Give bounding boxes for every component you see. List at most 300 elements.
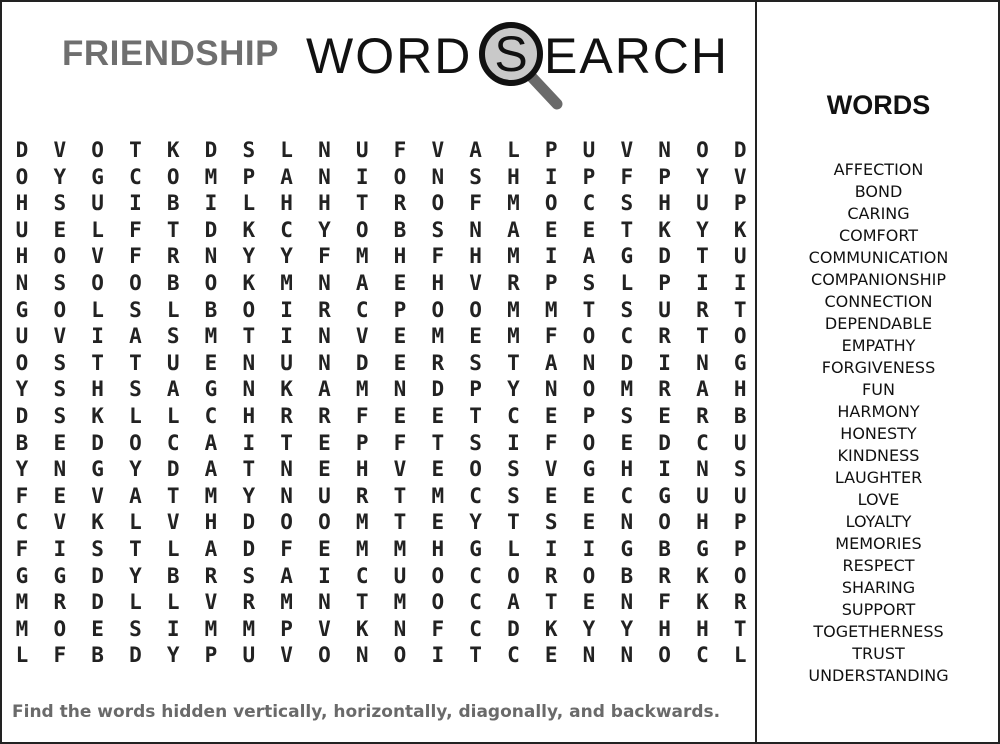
grid-letter[interactable]: C (507, 643, 520, 668)
grid-letter[interactable]: R (318, 404, 331, 428)
grid-letter[interactable]: S (620, 297, 634, 322)
grid-letter[interactable]: E (469, 324, 482, 349)
grid-letter[interactable]: E (393, 324, 407, 349)
grid-letter[interactable]: E (544, 404, 558, 428)
grid-letter[interactable]: O (393, 643, 407, 668)
grid-letter[interactable]: V (620, 138, 634, 162)
grid-letter[interactable]: R (658, 324, 671, 349)
grid-letter[interactable]: H (620, 457, 634, 482)
grid-letter[interactable]: A (204, 537, 218, 561)
grid-letter[interactable]: C (280, 217, 293, 242)
grid-letter[interactable]: D (15, 138, 29, 162)
grid-letter[interactable]: B (733, 404, 747, 428)
grid-letter[interactable]: S (431, 217, 445, 242)
grid-letter[interactable]: N (242, 350, 256, 375)
grid-letter[interactable]: M (507, 324, 520, 349)
grid-letter[interactable]: T (280, 430, 293, 455)
grid-letter[interactable]: G (15, 297, 29, 322)
grid-letter[interactable]: F (431, 616, 445, 641)
grid-letter[interactable]: Y (129, 457, 142, 482)
grid-letter[interactable]: C (469, 563, 482, 588)
grid-letter[interactable]: F (129, 244, 142, 269)
grid-letter[interactable]: P (582, 164, 596, 189)
grid-letter[interactable]: U (15, 324, 29, 349)
grid-letter[interactable]: O (582, 430, 596, 455)
grid-letter[interactable]: U (280, 350, 293, 375)
grid-letter[interactable]: T (620, 217, 634, 242)
grid-letter[interactable]: T (733, 297, 747, 322)
grid-letter[interactable]: E (393, 271, 407, 295)
grid-letter[interactable]: R (696, 404, 709, 428)
grid-letter[interactable]: P (733, 191, 747, 216)
grid-letter[interactable]: I (696, 271, 709, 295)
grid-letter[interactable]: U (733, 430, 747, 455)
grid-letter[interactable]: P (242, 164, 256, 189)
grid-letter[interactable]: G (620, 537, 634, 561)
grid-letter[interactable]: F (544, 324, 558, 349)
grid-letter[interactable]: S (53, 404, 67, 428)
grid-letter[interactable]: O (15, 350, 29, 375)
grid-letter[interactable]: V (393, 457, 407, 482)
grid-letter[interactable]: M (355, 377, 369, 402)
grid-letter[interactable]: T (355, 590, 369, 615)
grid-letter[interactable]: A (355, 271, 369, 295)
grid-letter[interactable]: N (620, 510, 634, 535)
grid-letter[interactable]: P (544, 271, 558, 295)
grid-letter[interactable]: R (318, 297, 331, 322)
grid-letter[interactable]: L (129, 590, 142, 615)
grid-letter[interactable]: H (431, 537, 445, 561)
grid-letter[interactable]: F (355, 404, 369, 428)
grid-letter[interactable]: V (469, 271, 482, 295)
grid-letter[interactable]: H (696, 616, 709, 641)
grid-letter[interactable]: D (658, 430, 671, 455)
grid-letter[interactable]: C (469, 590, 482, 615)
grid-letter[interactable]: S (53, 377, 67, 402)
grid-letter[interactable]: I (544, 164, 558, 189)
grid-letter[interactable]: H (431, 271, 445, 295)
grid-letter[interactable]: C (507, 404, 520, 428)
grid-letter[interactable]: L (91, 297, 104, 322)
grid-letter[interactable]: T (507, 350, 520, 375)
grid-letter[interactable]: O (393, 164, 407, 189)
grid-letter[interactable]: V (544, 457, 558, 482)
grid-letter[interactable]: M (544, 297, 558, 322)
grid-letter[interactable]: E (431, 457, 445, 482)
grid-letter[interactable]: C (469, 616, 482, 641)
grid-letter[interactable]: F (53, 643, 67, 668)
grid-letter[interactable]: D (658, 244, 671, 269)
grid-letter[interactable]: V (53, 138, 67, 162)
grid-letter[interactable]: I (318, 563, 331, 588)
grid-letter[interactable]: Y (620, 616, 634, 641)
grid-letter[interactable]: E (91, 616, 104, 641)
grid-letter[interactable]: F (15, 537, 29, 561)
grid-letter[interactable]: L (507, 138, 520, 162)
grid-letter[interactable]: H (658, 616, 671, 641)
grid-letter[interactable]: K (696, 563, 709, 588)
grid-letter[interactable]: T (242, 324, 256, 349)
grid-letter[interactable]: O (582, 377, 596, 402)
grid-letter[interactable]: O (15, 164, 29, 189)
grid-letter[interactable]: S (620, 191, 634, 216)
grid-letter[interactable]: N (544, 377, 558, 402)
grid-letter[interactable]: O (582, 324, 596, 349)
grid-letter[interactable]: O (431, 563, 445, 588)
grid-letter[interactable]: H (91, 377, 104, 402)
grid-letter[interactable]: K (91, 510, 104, 535)
grid-letter[interactable]: L (91, 217, 104, 242)
grid-letter[interactable]: O (733, 324, 747, 349)
grid-letter[interactable]: R (242, 590, 256, 615)
grid-letter[interactable]: I (544, 537, 558, 561)
grid-letter[interactable]: T (242, 457, 256, 482)
grid-letter[interactable]: S (620, 404, 634, 428)
grid-letter[interactable]: A (129, 324, 142, 349)
grid-letter[interactable]: P (658, 164, 671, 189)
grid-letter[interactable]: L (620, 271, 634, 295)
grid-letter[interactable]: T (166, 217, 180, 242)
grid-letter[interactable]: O (544, 191, 558, 216)
grid-letter[interactable]: F (280, 537, 293, 561)
grid-letter[interactable]: F (15, 483, 29, 508)
grid-letter[interactable]: G (53, 563, 67, 588)
grid-letter[interactable]: R (204, 563, 218, 588)
grid-letter[interactable]: H (15, 191, 29, 216)
grid-letter[interactable]: F (393, 430, 407, 455)
grid-letter[interactable]: N (582, 643, 596, 668)
grid-letter[interactable]: D (129, 643, 142, 668)
grid-letter[interactable]: K (280, 377, 293, 402)
grid-letter[interactable]: N (318, 271, 331, 295)
grid-letter[interactable]: N (53, 457, 67, 482)
grid-letter[interactable]: H (507, 164, 520, 189)
grid-letter[interactable]: B (91, 643, 104, 668)
grid-letter[interactable]: O (507, 563, 520, 588)
grid-letter[interactable]: N (582, 350, 596, 375)
grid-letter[interactable]: D (431, 377, 445, 402)
grid-letter[interactable]: Y (15, 457, 29, 482)
grid-letter[interactable]: S (469, 350, 482, 375)
grid-letter[interactable]: T (129, 537, 142, 561)
grid-letter[interactable]: E (582, 217, 596, 242)
grid-letter[interactable]: E (53, 483, 67, 508)
grid-letter[interactable]: E (431, 404, 445, 428)
grid-letter[interactable]: Y (507, 377, 520, 402)
grid-letter[interactable]: Y (242, 244, 256, 269)
grid-letter[interactable]: O (91, 271, 104, 295)
grid-letter[interactable]: U (696, 191, 709, 216)
grid-letter[interactable]: H (204, 510, 218, 535)
grid-letter[interactable]: D (91, 590, 104, 615)
grid-letter[interactable]: O (355, 217, 369, 242)
grid-letter[interactable]: B (15, 430, 29, 455)
grid-letter[interactable]: E (393, 404, 407, 428)
grid-letter[interactable]: R (53, 590, 67, 615)
grid-letter[interactable]: C (129, 164, 142, 189)
grid-letter[interactable]: K (544, 616, 558, 641)
grid-letter[interactable]: H (242, 404, 256, 428)
grid-letter[interactable]: C (469, 483, 482, 508)
grid-letter[interactable]: H (393, 244, 407, 269)
grid-letter[interactable]: H (658, 191, 671, 216)
grid-letter[interactable]: L (15, 643, 29, 668)
grid-letter[interactable]: R (733, 590, 747, 615)
grid-letter[interactable]: C (696, 643, 709, 668)
grid-letter[interactable]: E (318, 430, 331, 455)
grid-letter[interactable]: O (431, 191, 445, 216)
grid-letter[interactable]: A (582, 244, 596, 269)
grid-letter[interactable]: O (318, 510, 331, 535)
grid-letter[interactable]: P (733, 537, 747, 561)
grid-letter[interactable]: R (507, 271, 520, 295)
grid-letter[interactable]: P (393, 297, 407, 322)
grid-letter[interactable]: V (204, 590, 218, 615)
grid-letter[interactable]: T (431, 430, 445, 455)
grid-letter[interactable]: A (507, 217, 520, 242)
grid-letter[interactable]: V (91, 483, 104, 508)
grid-letter[interactable]: T (393, 510, 407, 535)
grid-letter[interactable]: B (166, 191, 180, 216)
grid-letter[interactable]: U (91, 191, 104, 216)
grid-letter[interactable]: M (393, 590, 407, 615)
grid-letter[interactable]: A (204, 457, 218, 482)
grid-letter[interactable]: S (469, 164, 482, 189)
grid-letter[interactable]: S (129, 616, 142, 641)
grid-letter[interactable]: F (658, 590, 671, 615)
grid-letter[interactable]: I (280, 324, 293, 349)
grid-letter[interactable]: A (318, 377, 331, 402)
grid-letter[interactable]: U (242, 643, 256, 668)
grid-letter[interactable]: O (658, 510, 671, 535)
grid-letter[interactable]: O (204, 271, 218, 295)
grid-letter[interactable]: M (431, 483, 445, 508)
grid-letter[interactable]: T (696, 244, 709, 269)
grid-letter[interactable]: O (658, 643, 671, 668)
grid-letter[interactable]: C (620, 483, 634, 508)
grid-letter[interactable]: A (696, 377, 709, 402)
grid-letter[interactable]: O (733, 563, 747, 588)
grid-letter[interactable]: O (242, 297, 256, 322)
grid-letter[interactable]: E (582, 510, 596, 535)
grid-letter[interactable]: M (355, 244, 369, 269)
grid-letter[interactable]: E (544, 217, 558, 242)
grid-letter[interactable]: L (129, 510, 142, 535)
grid-letter[interactable]: S (166, 324, 180, 349)
grid-letter[interactable]: P (204, 643, 218, 668)
grid-letter[interactable]: V (53, 510, 67, 535)
grid-letter[interactable]: T (733, 616, 747, 641)
grid-letter[interactable]: Y (53, 164, 67, 189)
grid-letter[interactable]: T (696, 324, 709, 349)
grid-letter[interactable]: S (91, 537, 104, 561)
grid-letter[interactable]: D (620, 350, 634, 375)
grid-letter[interactable]: S (469, 430, 482, 455)
grid-letter[interactable]: M (431, 324, 445, 349)
grid-letter[interactable]: M (242, 616, 256, 641)
grid-letter[interactable]: F (431, 244, 445, 269)
grid-letter[interactable]: N (658, 138, 671, 162)
grid-letter[interactable]: S (53, 350, 67, 375)
grid-letter[interactable]: U (15, 217, 29, 242)
grid-letter[interactable]: R (393, 191, 407, 216)
grid-letter[interactable]: A (507, 590, 520, 615)
grid-letter[interactable]: Y (280, 244, 293, 269)
grid-letter[interactable]: U (733, 483, 747, 508)
grid-letter[interactable]: A (469, 138, 482, 162)
grid-letter[interactable]: M (15, 590, 29, 615)
grid-letter[interactable]: N (620, 643, 634, 668)
grid-letter[interactable]: N (318, 590, 331, 615)
grid-letter[interactable]: R (696, 297, 709, 322)
grid-letter[interactable]: M (204, 483, 218, 508)
grid-letter[interactable]: O (53, 616, 67, 641)
grid-letter[interactable]: H (15, 244, 29, 269)
grid-letter[interactable]: N (393, 377, 407, 402)
grid-letter[interactable]: T (393, 483, 407, 508)
grid-letter[interactable]: O (280, 510, 293, 535)
grid-letter[interactable]: N (15, 271, 29, 295)
grid-letter[interactable]: C (582, 191, 596, 216)
grid-letter[interactable]: F (393, 138, 407, 162)
grid-letter[interactable]: M (507, 297, 520, 322)
grid-letter[interactable]: C (620, 324, 634, 349)
grid-letter[interactable]: P (469, 377, 482, 402)
grid-letter[interactable]: F (620, 164, 634, 189)
grid-letter[interactable]: O (696, 138, 709, 162)
grid-letter[interactable]: E (544, 643, 558, 668)
grid-letter[interactable]: O (166, 164, 180, 189)
grid-letter[interactable]: B (658, 537, 671, 561)
grid-letter[interactable]: T (355, 191, 369, 216)
grid-letter[interactable]: U (393, 563, 407, 588)
grid-letter[interactable]: E (393, 350, 407, 375)
grid-letter[interactable]: L (129, 404, 142, 428)
grid-letter[interactable]: U (318, 483, 331, 508)
grid-letter[interactable]: S (507, 457, 520, 482)
grid-letter[interactable]: U (582, 138, 596, 162)
grid-letter[interactable]: T (129, 138, 142, 162)
grid-letter[interactable]: P (582, 404, 596, 428)
grid-letter[interactable]: O (53, 244, 67, 269)
grid-letter[interactable]: D (166, 457, 180, 482)
grid-letter[interactable]: T (507, 510, 520, 535)
grid-letter[interactable]: G (582, 457, 596, 482)
grid-letter[interactable]: P (658, 271, 671, 295)
grid-letter[interactable]: B (166, 271, 180, 295)
grid-letter[interactable]: I (658, 457, 671, 482)
grid-letter[interactable]: S (507, 483, 520, 508)
grid-letter[interactable]: I (582, 537, 596, 561)
grid-letter[interactable]: E (53, 217, 67, 242)
grid-letter[interactable]: C (355, 563, 369, 588)
grid-letter[interactable]: N (204, 244, 218, 269)
grid-letter[interactable]: C (355, 297, 369, 322)
grid-letter[interactable]: N (696, 350, 709, 375)
grid-letter[interactable]: K (242, 271, 256, 295)
grid-letter[interactable]: K (242, 217, 256, 242)
grid-letter[interactable]: V (53, 324, 67, 349)
grid-letter[interactable]: Y (469, 510, 482, 535)
grid-letter[interactable]: G (469, 537, 482, 561)
grid-letter[interactable]: N (318, 164, 331, 189)
grid-letter[interactable]: H (696, 510, 709, 535)
grid-letter[interactable]: C (696, 430, 709, 455)
grid-letter[interactable]: A (204, 430, 218, 455)
grid-letter[interactable]: V (355, 324, 369, 349)
grid-letter[interactable]: O (318, 643, 331, 668)
grid-letter[interactable]: I (658, 350, 671, 375)
grid-letter[interactable]: O (431, 297, 445, 322)
grid-letter[interactable]: N (318, 138, 331, 162)
grid-letter[interactable]: N (318, 350, 331, 375)
grid-letter[interactable]: S (242, 138, 256, 162)
grid-letter[interactable]: I (242, 430, 256, 455)
grid-letter[interactable]: U (733, 244, 747, 269)
grid-letter[interactable]: K (733, 217, 747, 242)
grid-letter[interactable]: B (204, 297, 218, 322)
grid-letter[interactable]: M (204, 324, 218, 349)
grid-letter[interactable]: L (280, 138, 293, 162)
grid-letter[interactable]: N (242, 377, 256, 402)
grid-letter[interactable]: G (204, 377, 218, 402)
grid-letter[interactable]: O (129, 271, 142, 295)
grid-letter[interactable]: A (166, 377, 180, 402)
grid-letter[interactable]: S (733, 457, 747, 482)
grid-letter[interactable]: I (166, 616, 180, 641)
grid-letter[interactable]: T (582, 297, 596, 322)
grid-letter[interactable]: M (204, 616, 218, 641)
grid-letter[interactable]: R (280, 404, 293, 428)
grid-letter[interactable]: R (431, 350, 445, 375)
grid-letter[interactable]: K (658, 217, 671, 242)
grid-letter[interactable]: N (696, 457, 709, 482)
grid-letter[interactable]: S (53, 271, 67, 295)
grid-letter[interactable]: U (658, 297, 671, 322)
grid-letter[interactable]: C (166, 430, 180, 455)
grid-letter[interactable]: H (469, 244, 482, 269)
grid-letter[interactable]: I (91, 324, 104, 349)
grid-letter[interactable]: S (582, 271, 596, 295)
grid-letter[interactable]: T (129, 350, 142, 375)
grid-letter[interactable]: V (91, 244, 104, 269)
grid-letter[interactable]: N (469, 217, 482, 242)
grid-letter[interactable]: N (280, 457, 293, 482)
grid-letter[interactable]: F (469, 191, 482, 216)
grid-letter[interactable]: O (469, 457, 482, 482)
grid-letter[interactable]: L (166, 590, 180, 615)
grid-letter[interactable]: E (658, 404, 671, 428)
grid-letter[interactable]: L (507, 537, 520, 561)
grid-letter[interactable]: K (355, 616, 369, 641)
grid-letter[interactable]: O (469, 297, 482, 322)
grid-letter[interactable]: M (393, 537, 407, 561)
grid-letter[interactable]: K (91, 404, 104, 428)
grid-letter[interactable]: N (280, 483, 293, 508)
grid-letter[interactable]: M (204, 164, 218, 189)
grid-letter[interactable]: I (733, 271, 747, 295)
grid-letter[interactable]: F (544, 430, 558, 455)
grid-letter[interactable]: D (242, 510, 256, 535)
grid-letter[interactable]: E (431, 510, 445, 535)
grid-letter[interactable]: T (469, 404, 482, 428)
grid-letter[interactable]: T (166, 483, 180, 508)
grid-letter[interactable]: I (280, 297, 293, 322)
grid-letter[interactable]: P (280, 616, 293, 641)
grid-letter[interactable]: R (658, 377, 671, 402)
grid-letter[interactable]: E (53, 430, 67, 455)
grid-letter[interactable]: Y (318, 217, 331, 242)
